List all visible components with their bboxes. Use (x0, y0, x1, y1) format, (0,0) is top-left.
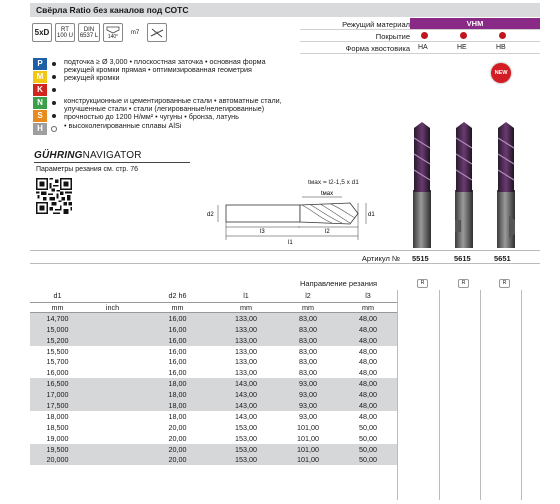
materials-text: конструкционные и цементированные стали • автоматные стали, улучшенные стали • стали (легированные/нелегированные) прочностью до 1200 Н/мм² • чугуны • бронза, латунь • высоколегированные сплавы AlSi (64, 96, 282, 130)
table-row (30, 367, 397, 378)
divider (521, 290, 522, 500)
table-cell: 101,00 (297, 433, 319, 443)
table-cell: 153,00 (235, 444, 257, 454)
divider (397, 290, 398, 500)
table-cell: 18,500 (46, 422, 69, 432)
table-cell: 48,00 (359, 379, 377, 389)
table-cell: 16,00 (168, 368, 187, 378)
table-cell (85, 444, 140, 455)
table-cell: 48,00 (359, 314, 377, 324)
table-cell: 18,00 (168, 390, 187, 400)
table-cell: 48,00 (359, 400, 377, 410)
shank-he: HE (457, 44, 467, 51)
table-cell: 16,00 (168, 357, 187, 367)
table-cell: 83,00 (299, 314, 317, 324)
table-cell: 50,00 (359, 433, 377, 443)
svg-text:l1: l1 (288, 240, 293, 246)
table-cell: 83,00 (299, 335, 317, 345)
article-5615[interactable]: 5615 (454, 254, 471, 263)
table-row (30, 411, 397, 422)
shank-ha: HA (418, 44, 428, 51)
material-h: H (33, 123, 47, 135)
table-cell: 133,00 (235, 357, 257, 367)
divider (439, 290, 440, 500)
table-cell: 93,00 (299, 400, 317, 410)
table-cell: 48,00 (359, 357, 377, 367)
length-5xd-icon: 5xD (32, 23, 52, 42)
table-cell: 101,00 (297, 422, 319, 432)
table-cell: 14,700 (46, 314, 69, 324)
table-cell: 19,500 (46, 444, 69, 454)
material-s: S (33, 110, 47, 122)
divider (480, 290, 481, 500)
table-row (30, 433, 397, 444)
drill-5515-image (413, 122, 431, 248)
coating-dot-icon (460, 32, 467, 39)
table-cell (85, 313, 140, 324)
material-row: Режущий материал VHM (300, 18, 540, 30)
table-cell: 48,00 (359, 335, 377, 345)
table-cell (85, 378, 140, 389)
diagram-formula: tмах = l2-1,5 x d1 (308, 179, 359, 186)
table-cell (85, 324, 140, 335)
svg-text:tмах: tмах (321, 191, 334, 197)
coating-row: Покрытие (300, 30, 540, 42)
material-dot-icon (52, 88, 56, 92)
table-cell: 133,00 (235, 324, 257, 334)
table-cell: 143,00 (235, 411, 257, 421)
drill-5651-image (497, 122, 515, 248)
table-cell: 93,00 (299, 379, 317, 389)
drill-5615-image (455, 122, 473, 248)
table-cell: 20,00 (168, 433, 187, 443)
table-row (30, 422, 397, 433)
no-coolant-icon (147, 23, 167, 42)
qr-code-icon[interactable] (36, 178, 72, 214)
tolerance-m7-icon: m7 (126, 23, 144, 42)
table-row (30, 356, 397, 367)
table-cell: 18,00 (168, 411, 187, 421)
table-cell (85, 346, 140, 357)
table-cell: 18,00 (168, 400, 187, 410)
material-value: VHM (410, 18, 540, 29)
material-p: P (33, 58, 47, 70)
table-cell (85, 356, 140, 367)
table-cell: 133,00 (235, 314, 257, 324)
point-angle-icon: 140° (103, 23, 123, 42)
table-cell: 133,00 (235, 335, 257, 345)
table-cell (85, 411, 140, 422)
table-cell: 16,00 (168, 314, 187, 324)
svg-text:d2: d2 (207, 212, 214, 218)
table-cell (85, 400, 140, 411)
table-cell: 143,00 (235, 390, 257, 400)
table-cell: 153,00 (235, 433, 257, 443)
svg-text:l3: l3 (260, 229, 265, 235)
coating-dot-icon (499, 32, 506, 39)
table-cell: 101,00 (297, 444, 319, 454)
table-cell: 83,00 (299, 346, 317, 356)
drill-images (405, 120, 540, 250)
article-row: Артикул № 5515 5615 5651 (30, 250, 540, 264)
table-cell: 48,00 (359, 346, 377, 356)
svg-text:l2: l2 (325, 229, 330, 235)
table-cell: 83,00 (299, 368, 317, 378)
units-row: mm inch mm mm mm mm (30, 302, 397, 313)
material-dot-icon (52, 62, 56, 66)
table-cell: 18,000 (46, 411, 69, 421)
table-cell: 16,00 (168, 346, 187, 356)
table-cell: 17,000 (46, 390, 69, 400)
catalog-header (30, 3, 540, 17)
table-cell: 153,00 (235, 455, 257, 465)
table-row (30, 346, 397, 357)
table-cell: 19,000 (46, 433, 69, 443)
table-row (30, 444, 397, 455)
table-cell: 143,00 (235, 379, 257, 389)
table-cell: 20,00 (168, 455, 187, 465)
table-cell: 16,500 (46, 379, 69, 389)
material-n: N (33, 97, 47, 109)
coating-dot-icon (421, 32, 428, 39)
table-cell: 15,000 (46, 324, 69, 334)
article-5515[interactable]: 5515 (412, 254, 429, 263)
table-header: d1 d2 h6 l1 l2 l3 (30, 290, 397, 302)
shank-hb: HB (496, 44, 506, 51)
cutting-params-note: Параметры резания см. стр. 76 (36, 166, 138, 173)
table-cell: 83,00 (299, 357, 317, 367)
new-badge: NEW (491, 63, 511, 83)
din-6537l-icon: DIN 6537 L (78, 23, 100, 42)
material-dot-icon (52, 114, 56, 118)
table-cell: 15,700 (46, 357, 69, 367)
table-cell: 133,00 (235, 346, 257, 356)
cutting-direction-label: Направление резания (300, 279, 378, 288)
table-cell: 18,00 (168, 379, 187, 389)
right-hand-icon: R (417, 279, 428, 288)
table-cell: 16,00 (168, 335, 187, 345)
table-cell: 16,000 (46, 368, 69, 378)
standards-icons (32, 23, 167, 43)
material-dot-icon (52, 101, 56, 105)
material-k: K (33, 84, 47, 96)
table-cell: 93,00 (299, 411, 317, 421)
table-cell: 16,00 (168, 324, 187, 334)
spec-table (300, 18, 540, 54)
drill-dimension-diagram (190, 170, 375, 248)
table-row (30, 378, 397, 389)
table-cell: 143,00 (235, 400, 257, 410)
table-cell (85, 422, 140, 433)
table-cell: 50,00 (359, 455, 377, 465)
table-row (30, 400, 397, 411)
table-cell: 153,00 (235, 422, 257, 432)
guhring-navigator-logo: GÜHRINGNAVIGATOR (34, 150, 142, 161)
table-cell (85, 389, 140, 400)
dimension-table (30, 290, 397, 465)
table-cell (85, 335, 140, 346)
material-m: M (33, 71, 47, 83)
svg-text:d1: d1 (368, 212, 375, 218)
table-cell: 20,00 (168, 422, 187, 432)
table-cell: 50,00 (359, 444, 377, 454)
table-row (30, 454, 397, 465)
table-cell (85, 367, 140, 378)
table-row (30, 335, 397, 346)
table-cell: 48,00 (359, 324, 377, 334)
table-cell (85, 433, 140, 444)
table-cell: 17,500 (46, 400, 69, 410)
table-cell: 133,00 (235, 368, 257, 378)
rt100u-icon: RT 100 U (55, 23, 75, 42)
table-cell: 93,00 (299, 390, 317, 400)
right-hand-icon: R (499, 279, 510, 288)
table-cell: 50,00 (359, 422, 377, 432)
table-cell: 48,00 (359, 368, 377, 378)
table-cell: 101,00 (297, 455, 319, 465)
table-cell: 15,500 (46, 346, 69, 356)
table-row (30, 389, 397, 400)
features-text: подточка ≥ Ø 3,000 • плоскостная заточка • основная форма режущей кромки прямая • оптимизированная геометрия режущей кромки (64, 57, 266, 83)
table-cell: 20,000 (46, 455, 69, 465)
shank-row: Форма хвостовика HA HE HB (300, 42, 540, 54)
table-cell: 15,200 (46, 335, 69, 345)
table-cell: 48,00 (359, 411, 377, 421)
divider (34, 162, 190, 163)
right-hand-icon: R (458, 279, 469, 288)
material-dot-icon (52, 75, 56, 79)
material-circle-icon (51, 126, 57, 132)
table-cell: 48,00 (359, 390, 377, 400)
table-row (30, 324, 397, 335)
table-cell: 20,00 (168, 444, 187, 454)
article-5651[interactable]: 5651 (494, 254, 511, 263)
table-row (30, 313, 397, 324)
table-cell: 83,00 (299, 324, 317, 334)
table-cell (85, 454, 140, 465)
page-title: Свёрла Ratio без каналов под СОТС (36, 5, 189, 15)
